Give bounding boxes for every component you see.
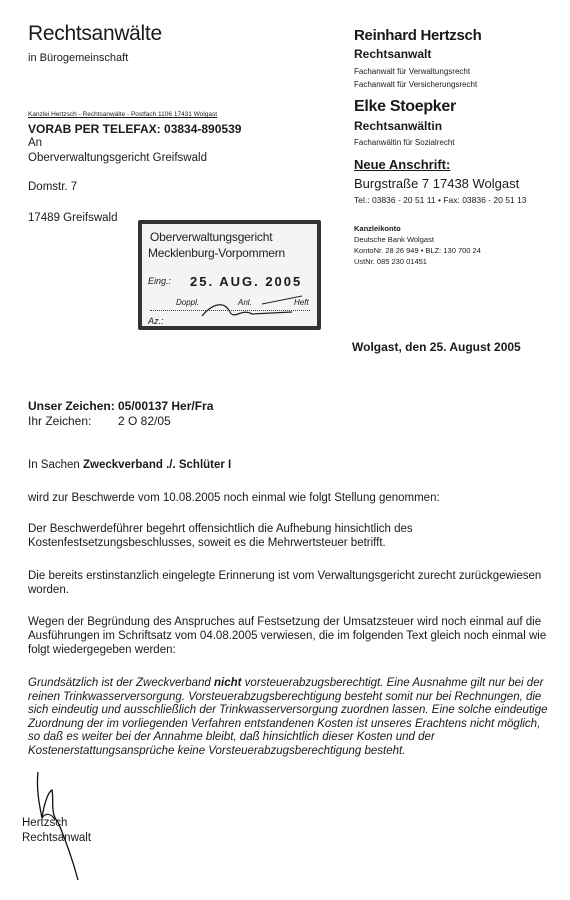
- stamp-doppl-label: Doppl.: [176, 298, 200, 307]
- fax-line: VORAB PER TELEFAX: 03834-890539: [28, 122, 242, 136]
- lawyer1-spec2: Fachanwalt für Versicherungsrecht: [354, 80, 478, 89]
- stamp-az-label: Az.:: [148, 316, 164, 326]
- bank-name: Deutsche Bank Wolgast: [354, 235, 434, 244]
- lawyer2-spec1: Fachanwältin für Sozialrecht: [354, 138, 455, 147]
- stamp-court-line1: Oberverwaltungsgericht: [150, 230, 273, 244]
- sender-return-line: Kanzlei Hertzsch - Rechtsanwälte - Postfach 1106 17431 Wolgast: [28, 111, 218, 118]
- recipient-street: Domstr. 7: [28, 181, 78, 193]
- recipient-city: 17489 Greifswald: [28, 212, 118, 224]
- firm-subtitle: in Bürogemeinschaft: [28, 52, 129, 64]
- stamp-anl-label: Anl.: [238, 298, 252, 307]
- new-address-heading: Neue Anschrift:: [354, 157, 451, 172]
- paragraph-1: wird zur Beschwerde vom 10.08.2005 noch einmal wie folgt Stellung genommen:: [28, 492, 440, 504]
- case-prefix: In Sachen: [28, 459, 83, 471]
- paragraph-2: Der Beschwerdeführer begehrt offensichtlich die Aufhebung hinsichtlich des Kostenfestsetzungsbeschlusses, soweit es die Mehrwertsteuer betrifft.: [28, 523, 413, 549]
- lawyer2-name: Elke Stoepker: [354, 98, 456, 115]
- stamp-heft-label: Heft: [294, 298, 309, 307]
- letter-date: Wolgast, den 25. August 2005: [352, 340, 521, 354]
- stamp-date: 25. AUG. 2005: [190, 274, 303, 289]
- signature-name: Hertzsch: [22, 817, 68, 829]
- stamp-court-line2: Mecklenburg-Vorpommern: [148, 246, 285, 260]
- signature-role: Rechtsanwalt: [22, 832, 92, 844]
- recipient-prefix: An: [28, 137, 43, 149]
- your-reference-value: 2 O 82/05: [118, 414, 171, 428]
- bank-heading: Kanzleikonto: [354, 224, 401, 233]
- quote-part-b: vorsteuerabzugsberechtigt. Eine Ausnahme gilt nur bei der reinen Trinkwasserversorgung. Vorsteuerabzugsberechtigung besteht somit nur bei Rechnungen, die sich eindeutig und ausschließlich der Trinkwasserversorgung zuordnen lassen. Eine solche eindeutige Zuordnung der im vorliegenden Verfahren entstandenen Kosten ist unseres Erachtens nicht möglich, so daß es weiter bei der Annahme bleibt, daß hinsichtlich dieser Kosten und der Kostenerstattungsansprüche keine Vorsteuerabzugsberechtigung besteht.: [28, 677, 548, 757]
- lawyer1-spec1: Fachanwalt für Verwaltungsrecht: [354, 67, 471, 76]
- quote-part-a: Grundsätzlich ist der Zweckverband: [28, 677, 214, 689]
- new-address: Burgstraße 7 17438 Wolgast: [354, 176, 520, 191]
- recipient-name: Oberverwaltungsgericht Greifswald: [28, 152, 207, 164]
- quote-bold: nicht: [214, 677, 242, 689]
- bank-vat: UstNr. 085 230 01451: [354, 257, 427, 266]
- lawyer1-role: Rechtsanwalt: [354, 47, 432, 61]
- lawyer2-role: Rechtsanwältin: [354, 119, 443, 133]
- bank-account: KontoNr. 28 26 949 • BLZ: 130 700 24: [354, 246, 481, 255]
- paragraph-4: Wegen der Begründung des Anspruches auf Festsetzung der Umsatzsteuer wird noch einmal auf die Ausführungen im Schriftsatz vom 04.08.2005 verwiesen, die im folgenden Text gleich noch einmal wie folgt wiedergegeben werden:: [28, 616, 547, 656]
- paragraph-3: Die bereits erstinstanzlich eingelegte Erinnerung ist vom Verwaltungsgericht zurecht zurückgewiesen worden.: [28, 570, 542, 596]
- our-reference-label: Unser Zeichen:: [28, 399, 115, 413]
- your-reference-label: Ihr Zeichen:: [28, 414, 92, 428]
- firm-title: Rechtsanwälte: [28, 22, 162, 45]
- our-reference-value: 05/00137 Her/Fra: [118, 399, 214, 413]
- contact-line: Tel.: 03836 - 20 51 11 • Fax: 03836 - 20 51 13: [354, 195, 527, 205]
- case-name: Zweckverband ./. Schlüter I: [82, 459, 232, 471]
- lawyer1-name: Reinhard Hertzsch: [354, 27, 482, 44]
- stamp-eing-label: Eing.:: [148, 276, 172, 286]
